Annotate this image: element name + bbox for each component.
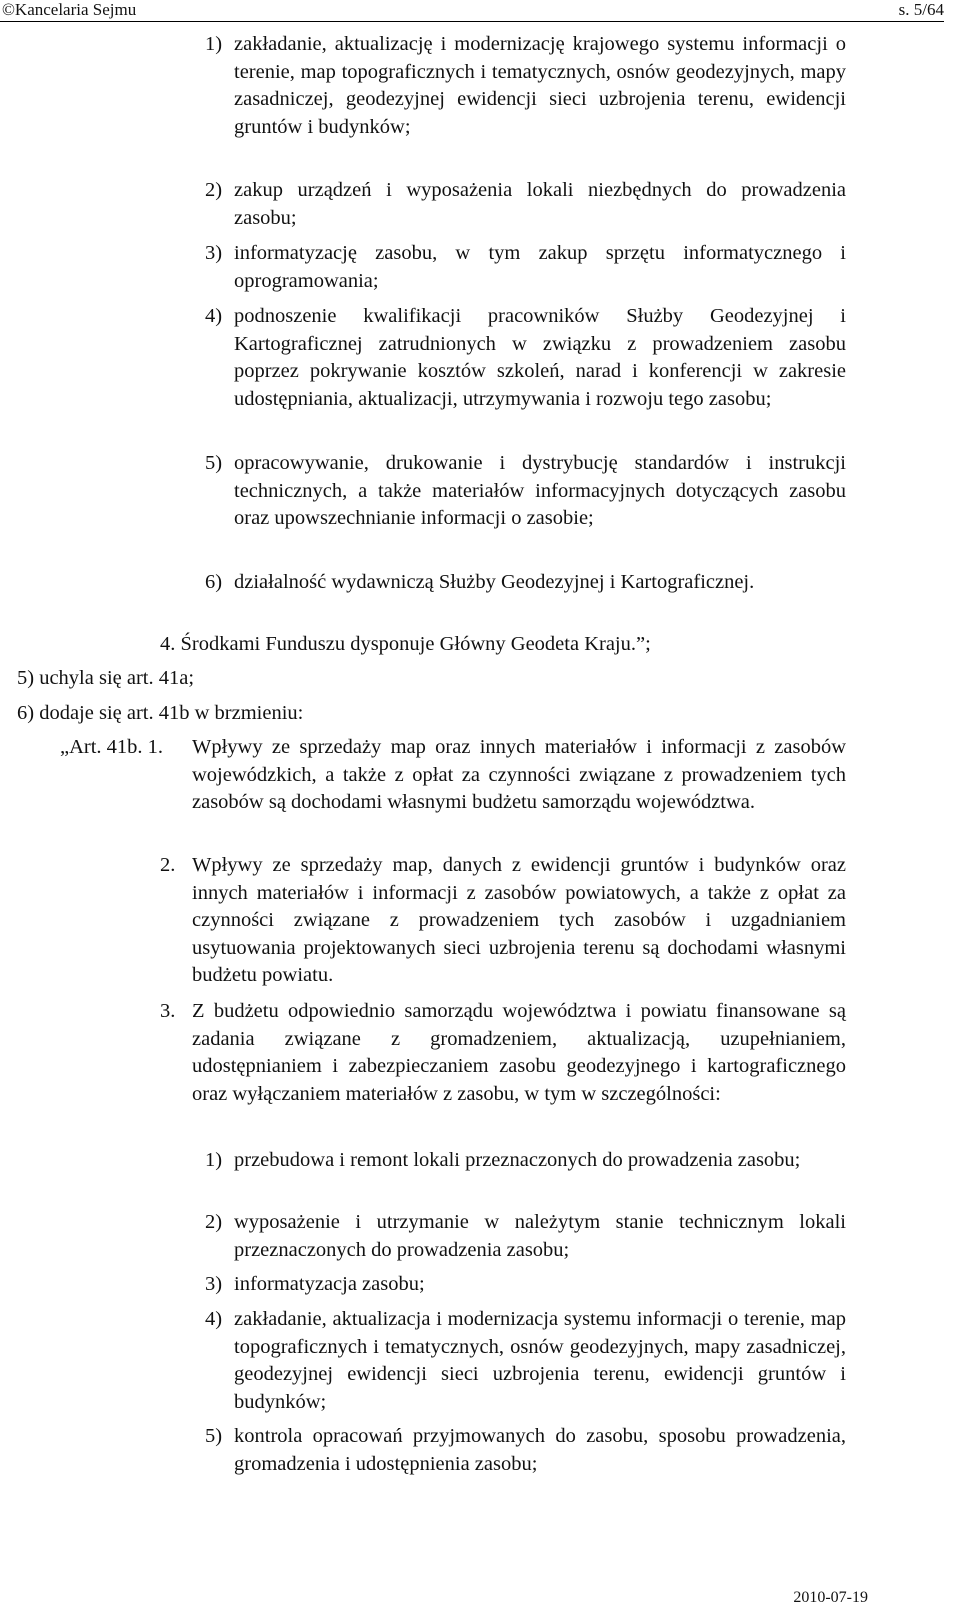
list-item-number: 3) <box>205 242 223 264</box>
list-item-number: 5) <box>205 452 223 474</box>
list-item-text: zakładanie, aktualizację i modernizację krajowego systemu informacji o terenie, map topograficznych i tematycznych, osnów geodezyjnych, mapy zasadniczej, geodezyjnej ewidencji sieci uzbrojenia terenu, ewidencji gruntów i budynków; <box>234 33 846 138</box>
list-item-number: 6) <box>205 571 223 593</box>
list-item-number: 1) <box>205 1149 223 1171</box>
footer-date: 2010-07-19 <box>793 1589 868 1606</box>
list-item-text: działalność wydawniczą Służby Geodezyjnej i Kartograficznej. <box>234 571 755 593</box>
list-item-text: informatyzacja zasobu; <box>234 1273 425 1295</box>
list-item-text: informatyzację zasobu, w tym zakup sprzętu informatycznego i oprogramowania; <box>234 242 846 292</box>
amendment-5: 5) uchyla się art. 41a; <box>17 667 195 689</box>
article-text: Wpływy ze sprzedaży map, danych z ewidencji gruntów i budynków oraz innych materiałów i informacji z zasobów powiatowych, a także z opłat za czynności związane z prowadzeniem tych zasobów i uzgadnianiem usytuowania projektowanych sieci uzbrojenia terenu są dochodami własnymi budżetu powiatu. <box>192 854 846 986</box>
list-item-text: podnoszenie kwalifikacji pracowników Służby Geodezyjnej i Kartograficznej zatrudnionych w związku z prowadzeniem zasobu poprzez pokrywanie kosztów szkoleń, narad i konferencji w zakresie udostępniania, aktualizacji, utrzymywania i rozwoju tego zasobu; <box>234 305 846 410</box>
list-item-number: 3) <box>205 1273 223 1295</box>
header-divider <box>0 21 944 22</box>
paragraph-number: 2. <box>160 854 176 876</box>
list-item-number: 2) <box>205 179 223 201</box>
list-item-text: przebudowa i remont lokali przeznaczonych do prowadzenia zasobu; <box>234 1149 801 1171</box>
article-text: Z budżetu odpowiednio samorządu województwa i powiatu finansowane są zadania związane z gromadzeniem, aktualizacją, uzupełnianiem, udostępnianiem i zabezpieczaniem zasobu geodezyjnego i kartograficznego oraz wyłączaniem materiałów z zasobu, w tym w szczególności: <box>192 1000 846 1105</box>
header-source: ©Kancelaria Sejmu <box>2 0 137 19</box>
list-item-number: 4) <box>205 1308 223 1330</box>
list-item-number: 4) <box>205 305 223 327</box>
amendment-6: 6) dodaje się art. 41b w brzmieniu: <box>17 702 304 724</box>
list-item-text: kontrola opracowań przyjmowanych do zasobu, sposobu prowadzenia, gromadzenia i udostępnienia zasobu; <box>234 1425 846 1475</box>
article-text: Wpływy ze sprzedaży map oraz innych materiałów i informacji z zasobów wojewódzkich, a także z opłat za czynności związane z prowadzeniem tych zasobów są dochodami własnymi budżetu samorządu województwa. <box>192 736 846 813</box>
paragraph-4: 4. Środkami Funduszu dysponuje Główny Geodeta Kraju.”; <box>160 633 651 655</box>
list-item-text: zakup urządzeń i wyposażenia lokali niezbędnych do prowadzenia zasobu; <box>234 179 846 229</box>
list-item-number: 5) <box>205 1425 223 1447</box>
list-item-text: zakładanie, aktualizacja i modernizacja systemu informacji o terenie, map topograficznych i tematycznych, osnów geodezyjnych, mapy zasadniczej, geodezyjnej ewidencji sieci uzbrojenia terenu, ewidencji gruntów i budynków; <box>234 1308 846 1413</box>
article-label: „Art. 41b. 1. <box>60 736 164 758</box>
list-item-text: opracowywanie, drukowanie i dystrybucję standardów i instrukcji technicznych, a także materiałów informacyjnych dotyczących zasobu oraz upowszechnianie informacji o zasobie; <box>234 452 846 529</box>
list-item-number: 2) <box>205 1211 223 1233</box>
list-item-text: wyposażenie i utrzymanie w należytym stanie technicznym lokali przeznaczonych do prowadzenia zasobu; <box>234 1211 846 1261</box>
paragraph-number: 3. <box>160 1000 176 1022</box>
page-number: s. 5/64 <box>898 0 944 19</box>
list-item-number: 1) <box>205 33 223 55</box>
